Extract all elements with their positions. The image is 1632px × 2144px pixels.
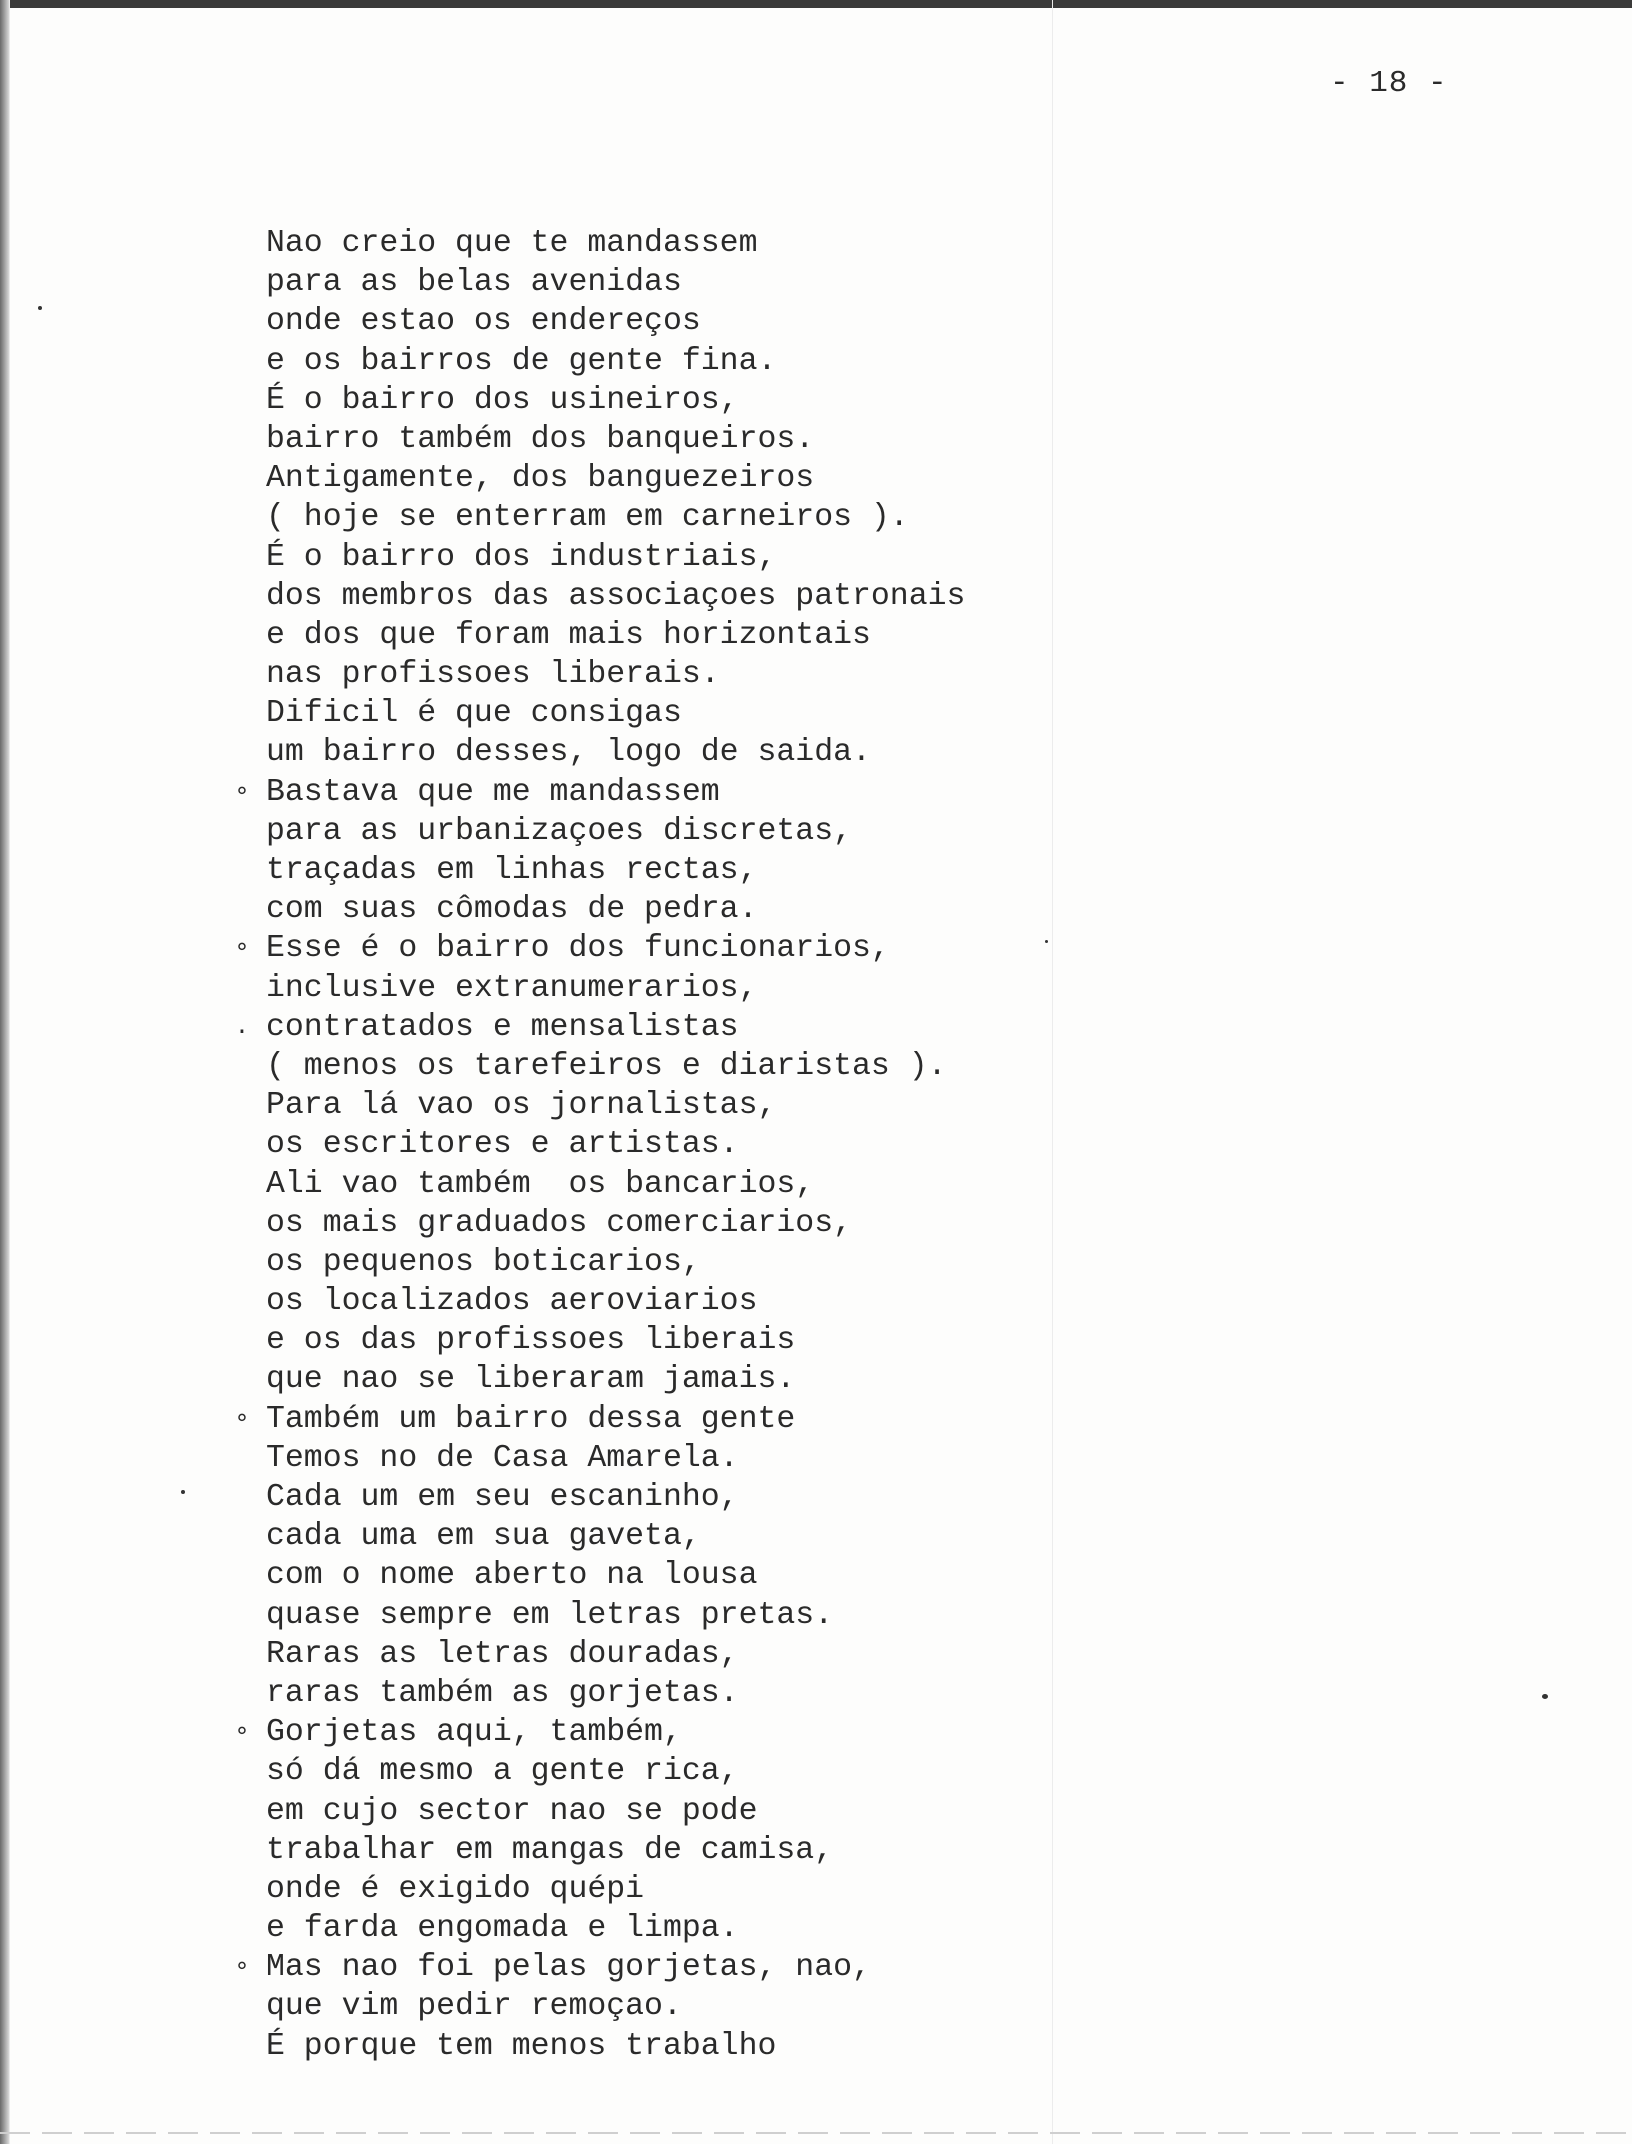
poem-line xyxy=(232,342,965,381)
poem-line xyxy=(232,1478,965,1517)
poem-line-text: traçadas em linhas rectas, xyxy=(266,853,758,888)
poem-line-text: nas profissoes liberais. xyxy=(266,657,720,693)
poem-line xyxy=(232,851,965,890)
poem-line-text: só dá mesmo a gente rica, xyxy=(266,1754,739,1790)
poem-line xyxy=(232,1360,965,1399)
poem-line xyxy=(232,1243,965,1282)
poem-line xyxy=(232,420,965,459)
poem-line xyxy=(232,773,965,812)
poem-line xyxy=(232,733,965,772)
poem-line-text: Nao creio que te mandassem xyxy=(266,226,758,261)
poem-line xyxy=(232,929,965,968)
poem-line-text: bairro também dos banqueiros. xyxy=(266,421,815,457)
poem-line xyxy=(232,1439,965,1478)
poem-line-text: que nao se liberaram jamais. xyxy=(266,1362,796,1398)
poem-line xyxy=(232,1086,965,1125)
poem-line-text: ( hoje se enterram em carneiros ). xyxy=(266,500,909,536)
poem-line xyxy=(232,1635,965,1674)
poem-line xyxy=(232,498,965,537)
poem-line-text: Mas nao foi pelas gorjetas, nao, xyxy=(266,1950,871,1986)
poem-line xyxy=(232,1165,965,1204)
poem-line-text: quase sempre em letras pretas. xyxy=(266,1597,834,1633)
poem-line-text: que vim pedir remoçao. xyxy=(266,1989,682,2025)
poem-line-text: e dos que foram mais horizontais xyxy=(266,617,871,653)
page-number: - 18 - xyxy=(1330,66,1448,101)
paper-fold-line xyxy=(1052,0,1053,2144)
poem-line-text: para as urbanizaçoes discretas, xyxy=(266,813,852,849)
poem-line xyxy=(232,812,965,851)
poem-line-text: em cujo sector nao se pode xyxy=(266,1793,758,1829)
poem-line-text: para as belas avenidas xyxy=(266,265,682,301)
poem-line xyxy=(232,1125,965,1164)
poem-line-text: um bairro desses, logo de saida. xyxy=(266,735,871,771)
poem-line xyxy=(232,2027,965,2066)
poem-line xyxy=(232,1713,965,1752)
poem-line-text: ( menos os tarefeiros e diaristas ). xyxy=(266,1048,947,1084)
poem-line-text: Também um bairro dessa gente xyxy=(266,1401,796,1437)
poem-line-text: com o nome aberto na lousa xyxy=(266,1558,758,1594)
poem-line-text: cada uma em sua gaveta, xyxy=(266,1519,701,1555)
poem-line xyxy=(232,1596,965,1635)
ink-speck xyxy=(1045,940,1048,943)
poem-line xyxy=(232,1792,965,1831)
poem-line xyxy=(232,538,965,577)
poem-line-text: dos membros das associaçoes patronais xyxy=(266,578,966,614)
scan-edge-top xyxy=(0,0,1632,8)
poem-line xyxy=(232,263,965,302)
poem-line-text: os pequenos boticarios, xyxy=(266,1244,701,1280)
poem-line xyxy=(232,655,965,694)
poem-line-text: É porque tem menos trabalho xyxy=(266,2028,777,2064)
poem-line xyxy=(232,890,965,929)
poem-line xyxy=(232,302,965,341)
poem-line xyxy=(232,1400,965,1439)
poem-line xyxy=(232,616,965,655)
poem-line-text: Ali vao também os bancarios, xyxy=(266,1166,815,1202)
poem-line xyxy=(232,1752,965,1791)
poem-line xyxy=(232,969,965,1008)
poem-line xyxy=(232,1204,965,1243)
ink-speck xyxy=(1542,1694,1548,1699)
poem-line-text: Esse é o bairro dos funcionarios, xyxy=(266,931,890,967)
poem-line-text: com suas cômodas de pedra. xyxy=(266,892,758,928)
poem-line-text: trabalhar em mangas de camisa, xyxy=(266,1832,834,1868)
poem-line xyxy=(232,1008,965,1047)
poem-line-text: e os das profissoes liberais xyxy=(266,1323,796,1359)
poem-line-text: Dificil é que consigas xyxy=(266,696,682,732)
poem-line-text: onde é exigido quépi xyxy=(266,1871,645,1907)
poem-line-text: e farda engomada e limpa. xyxy=(266,1911,739,1947)
poem-line xyxy=(232,694,965,733)
poem-line xyxy=(232,1870,965,1909)
poem-line-text: Bastava que me mandassem xyxy=(266,774,720,810)
poem-line-text: onde estao os endereços xyxy=(266,304,701,340)
poem-line-text: Antigamente, dos banguezeiros xyxy=(266,461,815,497)
stanza-bullet: ∘ xyxy=(234,1954,250,1982)
stanza-bullet: ∘ xyxy=(234,778,250,806)
poem-line-text: os escritores e artistas. xyxy=(266,1127,739,1163)
poem-line xyxy=(232,1047,965,1086)
scan-edge-bottom xyxy=(0,2132,1632,2134)
poem-line xyxy=(232,381,965,420)
poem-line-text: Raras as letras douradas, xyxy=(266,1636,739,1672)
poem-line-text: e os bairros de gente fina. xyxy=(266,343,777,379)
stanza-bullet: ∘ xyxy=(234,1405,250,1433)
poem-text xyxy=(232,224,965,2066)
stanza-bullet: ∘ xyxy=(234,935,250,963)
poem-line xyxy=(232,1282,965,1321)
poem-line xyxy=(232,1987,965,2026)
poem-line xyxy=(232,1948,965,1987)
poem-line xyxy=(232,1556,965,1595)
poem-line-text: É o bairro dos usineiros, xyxy=(266,382,739,418)
poem-line-text: É o bairro dos industriais, xyxy=(266,539,777,575)
poem-line xyxy=(232,577,965,616)
ink-speck xyxy=(38,306,42,310)
poem-line-text: inclusive extranumerarios, xyxy=(266,970,758,1006)
ink-speck xyxy=(181,1490,185,1494)
poem-line-text: Cada um em seu escaninho, xyxy=(266,1480,739,1515)
poem-line-text: os localizados aeroviarios xyxy=(266,1284,758,1320)
poem-line xyxy=(232,459,965,498)
stanza-bullet: . xyxy=(234,1013,250,1041)
poem-line xyxy=(232,1674,965,1713)
poem-line-text: Temos no de Casa Amarela. xyxy=(266,1440,739,1476)
stanza-bullet: ∘ xyxy=(234,1719,250,1747)
poem-line-text: Gorjetas aqui, também, xyxy=(266,1715,682,1751)
scan-edge-left xyxy=(0,0,10,2144)
poem-line xyxy=(232,1517,965,1556)
poem-line xyxy=(232,1321,965,1360)
poem-line xyxy=(232,1831,965,1870)
poem-line xyxy=(232,224,965,263)
poem-line-text: raras também as gorjetas. xyxy=(266,1675,739,1711)
poem-line-text: contratados e mensalistas xyxy=(266,1009,739,1045)
poem-line-text: Para lá vao os jornalistas, xyxy=(266,1088,777,1124)
poem-line-text: os mais graduados comerciarios, xyxy=(266,1205,852,1241)
poem-line xyxy=(232,1909,965,1948)
